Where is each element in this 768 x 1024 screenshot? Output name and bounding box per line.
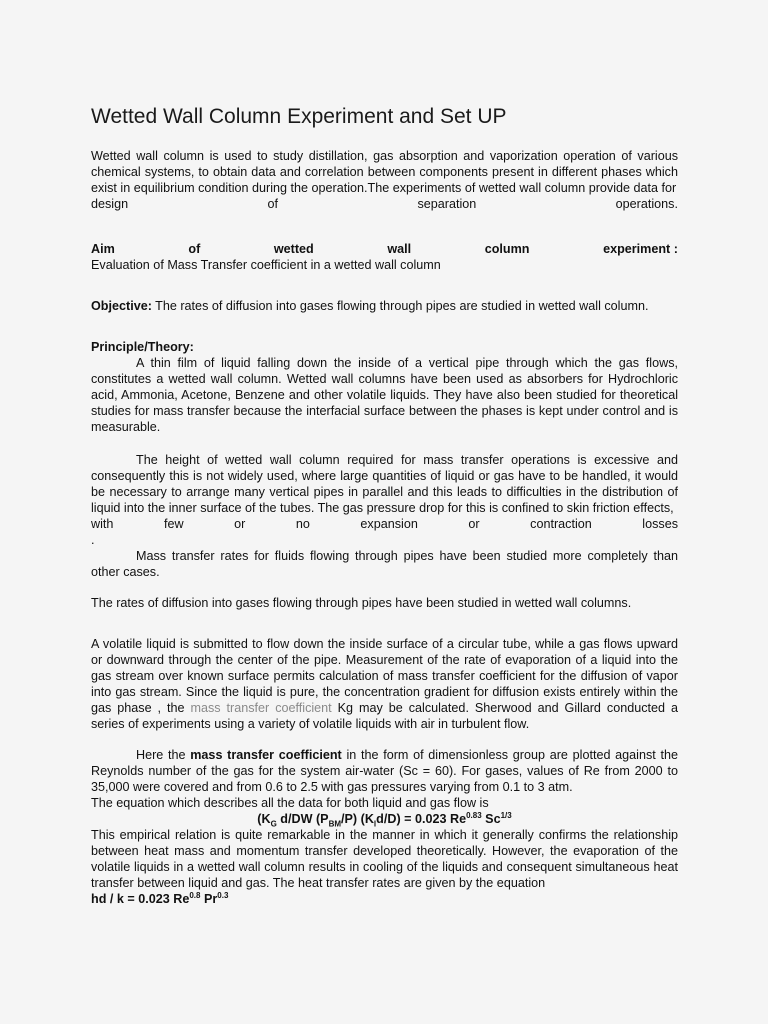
p2-word: contraction xyxy=(530,517,592,531)
intro-paragraph: Wetted wall column is used to study distillation, gas absorption and vaporization operation of various chemical systems, to obtain data and correlation between components present in different phases which exist in equilibrium condition during the operation.The experiments of wetted wall column provide data for xyxy=(91,149,678,195)
aim-word: wall xyxy=(387,242,412,256)
principle-p2-last-line xyxy=(91,516,678,532)
eq1-part: Sc xyxy=(481,812,501,826)
intro-word: of xyxy=(267,197,279,211)
eq1-part: d/D) = 0.023 Re xyxy=(376,812,467,826)
eq2-part: hd / k = 0.023 Re xyxy=(91,892,190,906)
p2-word: expansion xyxy=(360,517,418,531)
eq1-sup: 0.83 xyxy=(466,810,482,820)
eq2-part: Pr xyxy=(200,892,218,906)
intro-word: operations. xyxy=(615,197,678,211)
aim-word: Aim xyxy=(91,242,115,256)
principle-paragraph-2: The height of wetted wall column required for mass transfer operations is excessive and consequently this is not widely used, where large quantities of liquid or gas have to be handled, it would be necessary to arrange many vertical pipes in parallel and this leads to difficulties in the distribution of liquid into the inner surface of the tubes. The gas pressure drop for this is confined to skin friction effects, xyxy=(91,453,678,515)
p5-text-a: A volatile liquid is submitted to flow down the inside surface of a circular tube, while a gas flows upward or downward through the center of the pipe. Measurement of the rate of evaporation of a liquid into the gas stream over known surface permits calculation of mass transfer coefficient for the diffusion of vapor into gas stream. Since the liquid is pure, the concentration gradient for diffusion exists entirely within the gas phase , the xyxy=(91,637,678,715)
p5-text-b: Kg may be calculated. Sherwood and Gillard conducted a series of experiments using a variety of volatile liquids with air in turbulent flow. xyxy=(91,701,678,731)
p6-bold-term: mass transfer coefficient xyxy=(190,748,342,762)
p6-text-a: Here the xyxy=(136,748,191,762)
objective-paragraph xyxy=(91,298,678,314)
eq1-sub: l xyxy=(373,819,377,829)
aim-word: column xyxy=(484,242,530,256)
principle-heading: Principle/Theory: xyxy=(91,340,194,354)
eq1-part: /P) (K xyxy=(341,812,374,826)
equation-1 xyxy=(91,811,678,827)
aim-word: experiment : xyxy=(603,242,678,256)
aim-word: of xyxy=(188,242,201,256)
principle-p2-tail: . xyxy=(91,533,95,547)
intro-last-line xyxy=(91,196,678,212)
principle-paragraph-4: The rates of diffusion into gases flowing through pipes have been studied in wetted wall columns. xyxy=(91,596,632,610)
eq1-part: d/DW (P xyxy=(276,812,329,826)
p2-word: with xyxy=(91,517,114,531)
document-content xyxy=(91,104,678,907)
eq2-sup: 0.8 xyxy=(189,890,201,900)
p2-word: losses xyxy=(642,517,678,531)
p2-word: few xyxy=(163,517,184,531)
p6-text-b: in the form of dimensionless group are plotted against the Reynolds number of the gas for the system air-water (Sc = 60). For gases, values of Re from 2000 to 35,000 were covered and from 0.6 to 2.5 with gas pressures varying from 0.1 to 3 atm. xyxy=(91,748,678,794)
p2-word: or xyxy=(468,517,480,531)
eq1-sub: BM xyxy=(328,819,342,829)
eq1-sup: 1/3 xyxy=(500,810,512,820)
eq1-part: (K xyxy=(257,812,271,826)
principle-paragraph-6 xyxy=(91,747,678,795)
p2-word: or xyxy=(234,517,246,531)
aim-heading xyxy=(91,241,678,257)
principle-paragraph-5 xyxy=(91,636,678,732)
principle-paragraph-7: The equation which describes all the data for both liquid and gas flow is xyxy=(91,796,489,810)
aim-text: Evaluation of Mass Transfer coefficient in a wetted wall column xyxy=(91,258,441,272)
principle-paragraph-8: This empirical relation is quite remarkable in the manner in which it generally confirms the relationship between heat mass and momentum transfer developed theoretically. However, the evaporation of the volatile liquids in a wetted wall column results in cooling of the liquids and consequent simultaneous heat transfer between liquid and gas. The heat transfer rates are given by the equation xyxy=(91,828,678,890)
objective-label: Objective: xyxy=(91,299,152,313)
document-title: Wetted Wall Column Experiment and Set UP xyxy=(91,105,507,128)
p2-word: no xyxy=(295,517,310,531)
eq1-sub: G xyxy=(270,819,277,829)
principle-paragraph-1: A thin film of liquid falling down the inside of a vertical pipe through which the gas flows, constitutes a wetted wall column. Wetted wall columns have been used as absorbers for Hydrochloric acid, Ammonia, Acetone, Benzene and other volatile liquids. They have also been studied for theoretical studies for mass transfer because the interfacial surface between the phases is kept under control and is measurable. xyxy=(91,356,678,434)
intro-word: design xyxy=(91,197,129,211)
intro-word: separation xyxy=(417,197,477,211)
principle-paragraph-3: Mass transfer rates for fluids flowing through pipes have been studied more completely than other cases. xyxy=(91,549,678,579)
aim-word: wetted xyxy=(273,242,314,256)
objective-text: The rates of diffusion into gases flowing through pipes are studied in wetted wall column. xyxy=(151,299,649,313)
mass-transfer-coefficient-link[interactable]: mass transfer coefficient xyxy=(190,701,332,715)
eq2-sup: 0.3 xyxy=(217,890,229,900)
equation-2 xyxy=(91,891,678,907)
